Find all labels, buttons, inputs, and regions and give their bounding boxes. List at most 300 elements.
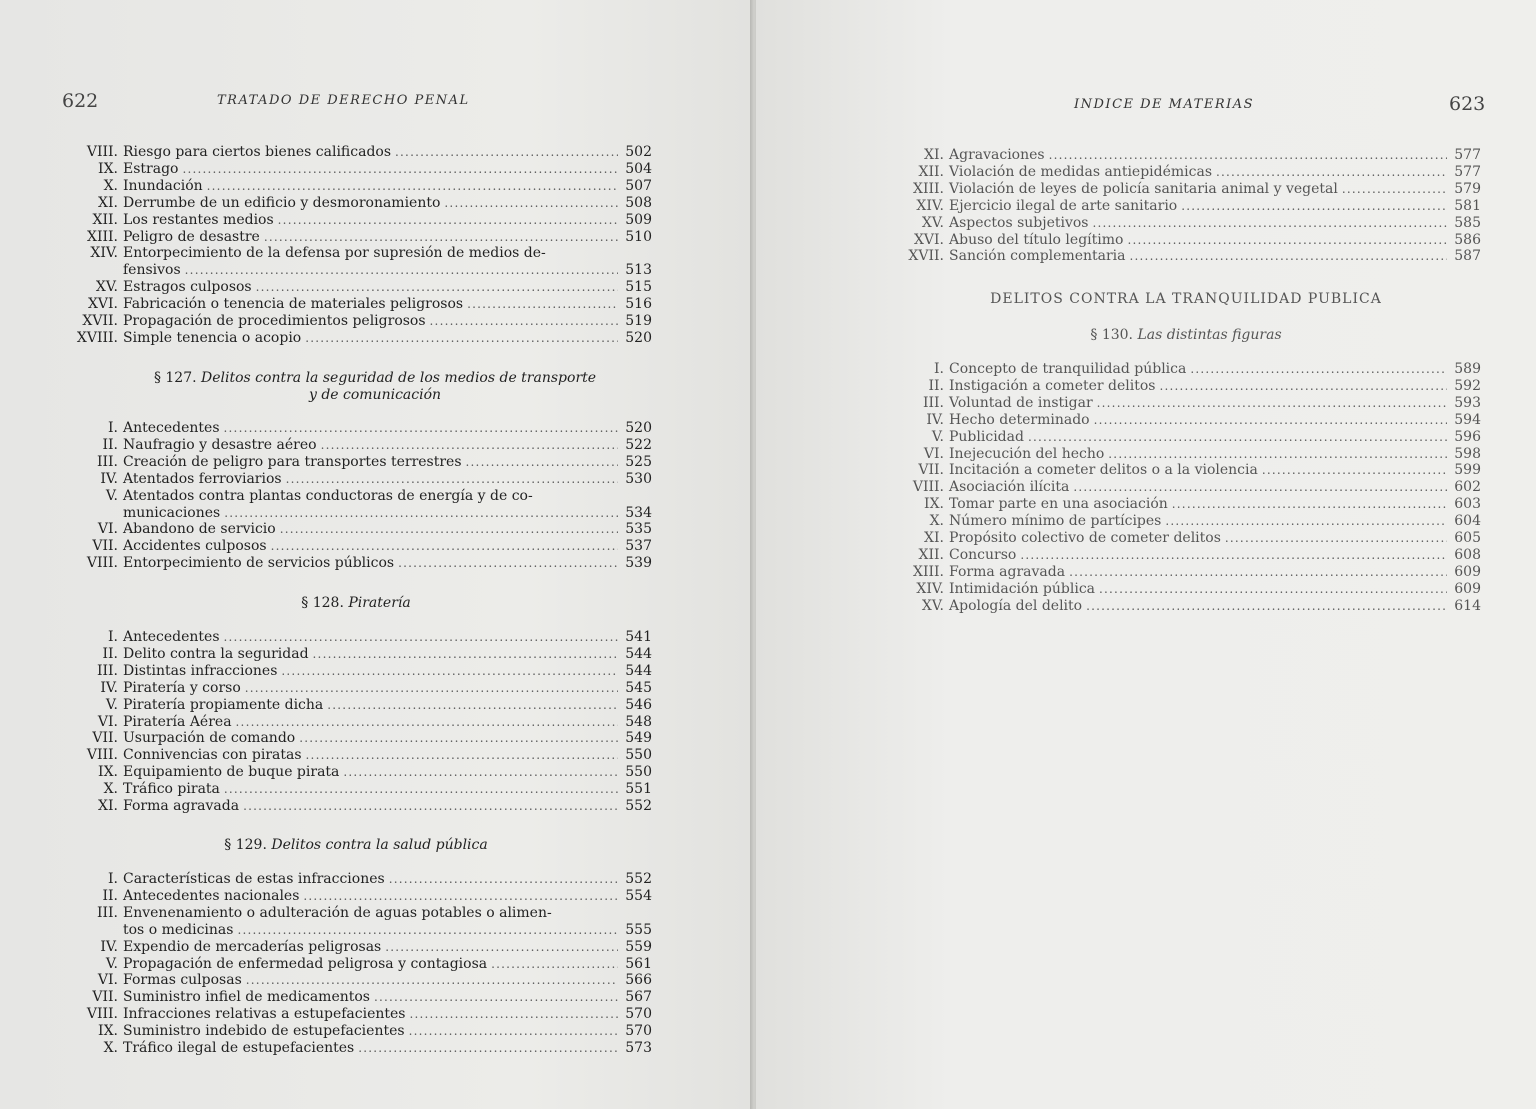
toc-entry-title: Creación de peligro para transportes terrestres xyxy=(123,453,462,470)
toc-entry-title: Atentados ferroviarios xyxy=(123,470,282,487)
toc-entry-page: 550 xyxy=(625,764,652,781)
toc-entry xyxy=(886,496,1481,513)
toc-entry xyxy=(886,361,1481,378)
toc-entry xyxy=(886,547,1481,564)
toc-entry xyxy=(60,714,652,731)
leader-dots xyxy=(224,781,618,798)
toc-entry-title: Abandono de servicio xyxy=(123,521,276,538)
toc-entry xyxy=(60,195,652,212)
toc-entry-number: V. xyxy=(931,428,944,445)
left-running-head: TRATADO DE DERECHO PENAL xyxy=(217,93,470,108)
toc-entry-title: Entorpecimiento de la defensa por supresión de medios de- xyxy=(123,245,546,262)
toc-entry-number: X. xyxy=(929,513,944,530)
toc-entry-title: Suministro indebido de estupefacientes xyxy=(123,1023,405,1040)
toc-entry-title: Número mínimo de partícipes xyxy=(949,513,1162,530)
toc-entry-title: Formas culposas xyxy=(123,972,242,989)
toc-entry-number: IX. xyxy=(98,1023,118,1040)
section-127-title-line2: y de comunicación xyxy=(308,387,442,403)
leader-dots xyxy=(237,922,618,939)
toc-entry-page: 561 xyxy=(625,955,652,972)
toc-entry xyxy=(886,215,1481,232)
toc-entry-page: 579 xyxy=(1454,180,1481,197)
toc-entry xyxy=(60,781,652,798)
toc-entry xyxy=(60,420,652,437)
toc-entry-title: Instigación a cometer delitos xyxy=(949,377,1156,394)
toc-entry-title: Propagación de procedimientos peligrosos xyxy=(123,313,426,330)
leader-dots xyxy=(182,161,618,178)
toc-entry-number: X. xyxy=(103,177,118,194)
toc-entry xyxy=(60,555,652,572)
toc-entry-title: Forma agravada xyxy=(123,798,240,815)
section-129-heading xyxy=(60,837,652,854)
leader-dots xyxy=(1127,232,1447,249)
leader-dots xyxy=(395,144,618,161)
toc-entry xyxy=(60,730,652,747)
toc-entry-page: 609 xyxy=(1454,580,1481,597)
toc-entry-number: VII. xyxy=(92,730,118,747)
toc-entry-number: X. xyxy=(103,1040,118,1057)
toc-entry-page: 545 xyxy=(625,679,652,696)
toc-entry xyxy=(60,697,652,714)
toc-block-right-1 xyxy=(886,147,1481,265)
leader-dots xyxy=(1108,446,1447,463)
toc-entry-title: Antecedentes xyxy=(123,629,220,645)
toc-entry-number: I. xyxy=(108,420,118,436)
toc-entry-number: VIII. xyxy=(912,479,944,496)
toc-entry-page: 525 xyxy=(625,453,652,470)
toc-entry-title: Sanción complementaria xyxy=(949,248,1126,265)
leader-dots xyxy=(305,330,618,347)
toc-entry xyxy=(60,296,652,313)
left-page-number: 622 xyxy=(62,90,99,112)
toc-entry xyxy=(886,248,1481,265)
toc-entry-title-continued: tos o medicinas xyxy=(123,921,234,938)
toc-entry xyxy=(60,330,652,347)
toc-entry xyxy=(60,646,652,663)
toc-entry-page: 608 xyxy=(1454,546,1481,563)
toc-entry-page: 585 xyxy=(1454,214,1481,231)
leader-dots xyxy=(1262,462,1447,479)
leader-dots xyxy=(245,680,618,697)
toc-entry-title: Accidentes culposos xyxy=(123,538,267,555)
toc-entry-title: Atentados contra plantas conductoras de energía y de co- xyxy=(123,487,533,504)
toc-entry-page: 603 xyxy=(1454,496,1481,513)
leader-dots xyxy=(1069,564,1447,581)
toc-entry-title: Los restantes medios xyxy=(123,211,274,228)
toc-entry-number: VII. xyxy=(92,538,118,555)
toc-entry-title: Tráfico ilegal de estupefacientes xyxy=(123,1040,355,1057)
leader-dots xyxy=(327,697,618,714)
toc-entry xyxy=(886,429,1481,446)
toc-entry-number: V. xyxy=(105,955,118,972)
toc-entry xyxy=(60,888,652,905)
toc-entry xyxy=(60,144,652,161)
toc-entry-page: 592 xyxy=(1454,377,1481,394)
toc-entry xyxy=(60,229,652,246)
section-127-label: § 127. xyxy=(153,370,197,386)
toc-entry xyxy=(60,178,652,195)
toc-entry xyxy=(886,198,1481,215)
toc-entry-number: VI. xyxy=(97,521,118,538)
toc-entry xyxy=(60,245,652,262)
toc-entry-title: Características de estas infracciones xyxy=(123,871,385,887)
toc-entry xyxy=(886,513,1481,530)
toc-entry-page: 515 xyxy=(625,279,652,296)
toc-entry xyxy=(60,747,652,764)
toc-entry-number: IX. xyxy=(924,496,944,513)
toc-entry-number: VI. xyxy=(97,972,118,989)
toc-entry-number: I. xyxy=(108,871,118,887)
toc-section-127 xyxy=(60,420,652,572)
toc-entry-number: XIV. xyxy=(916,197,944,214)
toc-entry-number: I. xyxy=(934,361,944,377)
toc-entry-page: 550 xyxy=(625,747,652,764)
leader-dots xyxy=(1159,378,1447,395)
toc-entry xyxy=(60,538,652,555)
leader-dots xyxy=(409,1023,618,1040)
toc-entry-number: III. xyxy=(922,394,944,411)
toc-entry-title: Delito contra la seguridad xyxy=(123,645,309,662)
toc-entry-page: 541 xyxy=(625,629,652,645)
toc-entry-page: 509 xyxy=(625,211,652,228)
leader-dots xyxy=(1216,164,1447,181)
leader-dots xyxy=(1225,530,1447,547)
leader-dots xyxy=(1342,181,1447,198)
toc-entry-page: 537 xyxy=(625,538,652,555)
leader-dots xyxy=(224,505,618,522)
leader-dots xyxy=(1094,412,1447,429)
leader-dots xyxy=(243,798,618,815)
toc-entry-number: VI. xyxy=(97,713,118,730)
toc-entry-page: 594 xyxy=(1454,411,1481,428)
toc-entry xyxy=(60,454,652,471)
toc-entry xyxy=(60,905,652,922)
toc-entry-title: Antecedentes nacionales xyxy=(123,887,300,904)
toc-entry-title: Ejercicio ilegal de arte sanitario xyxy=(949,197,1178,214)
leader-dots xyxy=(410,1006,619,1023)
toc-entry-number: XV. xyxy=(921,214,944,231)
section-127-heading xyxy=(95,370,655,404)
toc-entry xyxy=(886,581,1481,598)
toc-entry xyxy=(886,181,1481,198)
toc-entry-page: 570 xyxy=(625,1023,652,1040)
toc-entry-page: 549 xyxy=(625,730,652,747)
toc-entry-page: 602 xyxy=(1454,479,1481,496)
toc-entry-title: Propagación de enfermedad peligrosa y contagiosa xyxy=(123,955,488,972)
toc-entry-page: 519 xyxy=(625,313,652,330)
toc-entry-number: VIII. xyxy=(86,144,118,160)
toc-entry xyxy=(60,212,652,229)
toc-entry xyxy=(886,462,1481,479)
toc-entry-page: 552 xyxy=(625,871,652,887)
toc-entry xyxy=(60,1023,652,1040)
toc-entry xyxy=(60,939,652,956)
toc-entry-title: Violación de medidas antiepidémicas xyxy=(949,163,1213,180)
toc-entry-page: 504 xyxy=(625,160,652,177)
leader-dots xyxy=(444,195,618,212)
toc-entry xyxy=(886,412,1481,429)
leader-dots xyxy=(303,888,618,905)
toc-entry-page: 513 xyxy=(625,262,652,279)
toc-entry-title: Inundación xyxy=(123,177,203,194)
toc-entry-number: XIII. xyxy=(912,563,944,580)
toc-entry-title: Expendio de mercaderías peligrosas xyxy=(123,938,382,955)
toc-entry-number: I. xyxy=(108,629,118,645)
toc-entry xyxy=(886,378,1481,395)
leader-dots xyxy=(224,420,618,437)
toc-entry-page: 544 xyxy=(625,662,652,679)
toc-entry-title: Propósito colectivo de cometer delitos xyxy=(949,530,1221,547)
leader-dots xyxy=(280,521,618,538)
toc-entry-number: XVI. xyxy=(87,296,118,313)
toc-entry-title: Estrago xyxy=(123,160,179,177)
toc-entry-page: 586 xyxy=(1454,231,1481,248)
section-130-heading xyxy=(906,327,1466,344)
toc-entry xyxy=(886,598,1481,615)
toc-entry-title: Forma agravada xyxy=(949,563,1066,580)
toc-entry-page: 535 xyxy=(625,521,652,538)
leader-dots xyxy=(467,296,618,313)
toc-entry-number: XVII. xyxy=(82,313,118,330)
leader-dots xyxy=(185,262,618,279)
toc-entry-number: X. xyxy=(103,781,118,798)
left-page-header xyxy=(62,90,662,112)
toc-entry xyxy=(60,798,652,815)
leader-dots xyxy=(246,972,618,989)
toc-section-129 xyxy=(60,871,652,1057)
toc-entry-title: Abuso del título legítimo xyxy=(949,231,1124,248)
toc-entry-number: II. xyxy=(928,377,944,394)
toc-entry-page: 577 xyxy=(1454,163,1481,180)
toc-entry xyxy=(60,764,652,781)
toc-entry-page: 548 xyxy=(625,713,652,730)
toc-entry-number: VIII. xyxy=(86,1006,118,1023)
right-page-number: 623 xyxy=(1449,93,1486,115)
leader-dots xyxy=(278,212,618,229)
toc-entry-page: 567 xyxy=(625,989,652,1006)
right-page xyxy=(756,0,1536,1109)
toc-entry xyxy=(60,313,652,330)
leader-dots xyxy=(1086,598,1447,615)
toc-entry-title: Equipamiento de buque pirata xyxy=(123,764,340,781)
toc-entry-number: XI. xyxy=(98,798,118,815)
toc-entry xyxy=(886,147,1481,164)
toc-entry xyxy=(60,871,652,888)
toc-entry-page: 587 xyxy=(1454,248,1481,265)
toc-entry-title: Distintas infracciones xyxy=(123,662,278,679)
toc-entry-title: Asociación ilícita xyxy=(949,479,1070,496)
toc-section-128 xyxy=(60,629,652,815)
toc-entry-number: VII. xyxy=(92,989,118,1006)
leader-dots xyxy=(1099,581,1447,598)
toc-entry-number: XIII. xyxy=(86,228,118,245)
toc-entry-page: 522 xyxy=(625,436,652,453)
toc-entry-page: 609 xyxy=(1454,563,1481,580)
leader-dots xyxy=(398,555,618,572)
toc-entry-number: VIII. xyxy=(86,555,118,572)
toc-entry-page: 605 xyxy=(1454,530,1481,547)
toc-entry-page: 554 xyxy=(625,887,652,904)
leader-dots xyxy=(466,454,618,471)
section-129-label: § 129. xyxy=(224,837,267,853)
toc-entry-title: Violación de leyes de policía sanitaria animal y vegetal xyxy=(949,180,1338,197)
toc-entry xyxy=(60,972,652,989)
toc-entry-number: XV. xyxy=(921,597,944,614)
leader-dots xyxy=(389,871,618,888)
toc-entry-number: IV. xyxy=(926,411,944,428)
toc-entry-title: Derrumbe de un edificio y desmoronamiento xyxy=(123,194,441,211)
leader-dots xyxy=(236,714,618,731)
toc-entry-number: III. xyxy=(96,453,118,470)
toc-entry-title: Inejecución del hecho xyxy=(949,445,1105,462)
toc-entry-number: II. xyxy=(102,436,118,453)
toc-entry-number: IV. xyxy=(100,470,118,487)
leader-dots xyxy=(491,956,618,973)
section-128-title: Piratería xyxy=(348,595,411,611)
toc-entry-page: 570 xyxy=(625,1006,652,1023)
toc-entry-page: 520 xyxy=(625,420,652,436)
toc-entry-title-continued: fensivos xyxy=(123,262,181,279)
toc-entry-page: 566 xyxy=(625,972,652,989)
toc-entry-title: Simple tenencia o acopio xyxy=(123,329,302,346)
leader-dots xyxy=(1130,248,1447,265)
toc-entry-page: 577 xyxy=(1454,147,1481,163)
leader-dots xyxy=(271,538,618,555)
toc-entry-number: V. xyxy=(105,487,118,504)
delitos-tranquilidad-heading: DELITOS CONTRA LA TRANQUILIDAD PUBLICA xyxy=(990,291,1382,307)
leader-dots xyxy=(1020,547,1447,564)
toc-entry-title: Usurpación de comando xyxy=(123,730,296,747)
toc-entry xyxy=(60,956,652,973)
section-129-title: Delitos contra la salud pública xyxy=(271,837,488,853)
toc-entry-page: 596 xyxy=(1454,428,1481,445)
toc-entry xyxy=(886,395,1481,412)
toc-entry-number: XI. xyxy=(924,530,944,547)
toc-entry-title: Riesgo para ciertos bienes calificados xyxy=(123,144,392,160)
toc-entry xyxy=(60,1006,652,1023)
toc-entry-title: Intimidación pública xyxy=(949,580,1096,597)
toc-entry-title: Tomar parte en una asociación xyxy=(949,496,1168,513)
toc-entry-number: IV. xyxy=(100,938,118,955)
toc-entry-number: XIII. xyxy=(912,180,944,197)
toc-entry xyxy=(60,989,652,1006)
toc-entry-continuation xyxy=(60,922,652,939)
toc-section-130 xyxy=(886,361,1481,615)
toc-entry-page: 593 xyxy=(1454,394,1481,411)
toc-entry-title: Peligro de desastre xyxy=(123,228,260,245)
leader-dots xyxy=(430,313,618,330)
section-130-title: Las distintas figuras xyxy=(1137,327,1282,343)
toc-entry xyxy=(886,164,1481,181)
leader-dots xyxy=(1165,513,1447,530)
leader-dots xyxy=(1097,395,1447,412)
toc-entry-page: 598 xyxy=(1454,445,1481,462)
toc-entry-number: XI. xyxy=(924,147,944,163)
toc-entry-title: Concepto de tranquilidad pública xyxy=(949,361,1187,377)
toc-entry-page: 581 xyxy=(1454,197,1481,214)
toc-entry-number: XVII. xyxy=(908,248,944,265)
toc-entry-title: Agravaciones xyxy=(949,147,1045,163)
toc-entry-page: 589 xyxy=(1454,361,1481,377)
toc-entry-title: Estragos culposos xyxy=(123,279,252,296)
toc-entry xyxy=(60,488,652,505)
toc-entry-number: IX. xyxy=(98,764,118,781)
toc-entry-number: XVI. xyxy=(913,231,944,248)
leader-dots xyxy=(1093,215,1448,232)
toc-entry xyxy=(60,471,652,488)
toc-entry-number: XIV. xyxy=(90,245,118,262)
toc-entry-page: 546 xyxy=(625,696,652,713)
toc-entry-title: Entorpecimiento de servicios públicos xyxy=(123,555,395,572)
toc-entry-number: VII. xyxy=(918,462,944,479)
toc-entry-number: XIV. xyxy=(916,580,944,597)
leader-dots xyxy=(313,646,618,663)
toc-entry-title: Hecho determinado xyxy=(949,411,1090,428)
toc-entry-title: Incitación a cometer delitos o a la violencia xyxy=(949,462,1258,479)
toc-entry-page: 534 xyxy=(625,504,652,521)
toc-entry-page: 551 xyxy=(625,781,652,798)
toc-entry-page: 552 xyxy=(625,798,652,815)
toc-entry-number: XVIII. xyxy=(76,329,118,346)
toc-block-left-1 xyxy=(60,144,652,347)
toc-entry xyxy=(60,629,652,646)
toc-entry-title: Piratería Aérea xyxy=(123,713,232,730)
leader-dots xyxy=(281,663,618,680)
leader-dots xyxy=(264,229,618,246)
toc-entry-number: VI. xyxy=(923,445,944,462)
toc-entry-number: II. xyxy=(102,645,118,662)
toc-entry-page: 599 xyxy=(1454,462,1481,479)
leader-dots xyxy=(1049,147,1447,164)
toc-entry-number: XI. xyxy=(98,194,118,211)
toc-entry-page: 507 xyxy=(625,177,652,194)
toc-entry-number: XII. xyxy=(92,211,118,228)
toc-entry-number: IV. xyxy=(100,679,118,696)
leader-dots xyxy=(1190,361,1447,378)
toc-entry-continuation xyxy=(60,262,652,279)
toc-entry-page: 520 xyxy=(625,329,652,346)
toc-entry xyxy=(886,479,1481,496)
leader-dots xyxy=(224,629,618,646)
toc-entry-title: Connivencias con piratas xyxy=(123,747,302,764)
toc-entry-title: Piratería propiamente dicha xyxy=(123,696,324,713)
toc-entry-title: Piratería y corso xyxy=(123,679,241,696)
toc-entry-page: 530 xyxy=(625,470,652,487)
leader-dots xyxy=(207,178,618,195)
toc-entry-title: Publicidad xyxy=(949,428,1024,445)
toc-entry xyxy=(886,530,1481,547)
toc-entry xyxy=(886,232,1481,249)
leader-dots xyxy=(1172,496,1447,513)
toc-entry-page: 539 xyxy=(625,555,652,572)
leader-dots xyxy=(299,730,618,747)
toc-entry-title: Envenenamiento o adulteración de aguas potables o alimen- xyxy=(123,904,552,921)
toc-entry-continuation xyxy=(60,505,652,522)
toc-entry-number: II. xyxy=(102,887,118,904)
toc-entry-number: IX. xyxy=(98,160,118,177)
toc-entry-page: 604 xyxy=(1454,513,1481,530)
leader-dots xyxy=(343,764,618,781)
toc-entry-number: XII. xyxy=(918,546,944,563)
toc-entry xyxy=(60,161,652,178)
leader-dots xyxy=(286,471,618,488)
toc-entry xyxy=(60,1040,652,1057)
leader-dots xyxy=(358,1040,618,1057)
leader-dots xyxy=(1028,429,1447,446)
toc-entry-page: 544 xyxy=(625,645,652,662)
toc-entry-title: Aspectos subjetivos xyxy=(949,214,1089,231)
section-130-label: § 130. xyxy=(1090,327,1133,343)
